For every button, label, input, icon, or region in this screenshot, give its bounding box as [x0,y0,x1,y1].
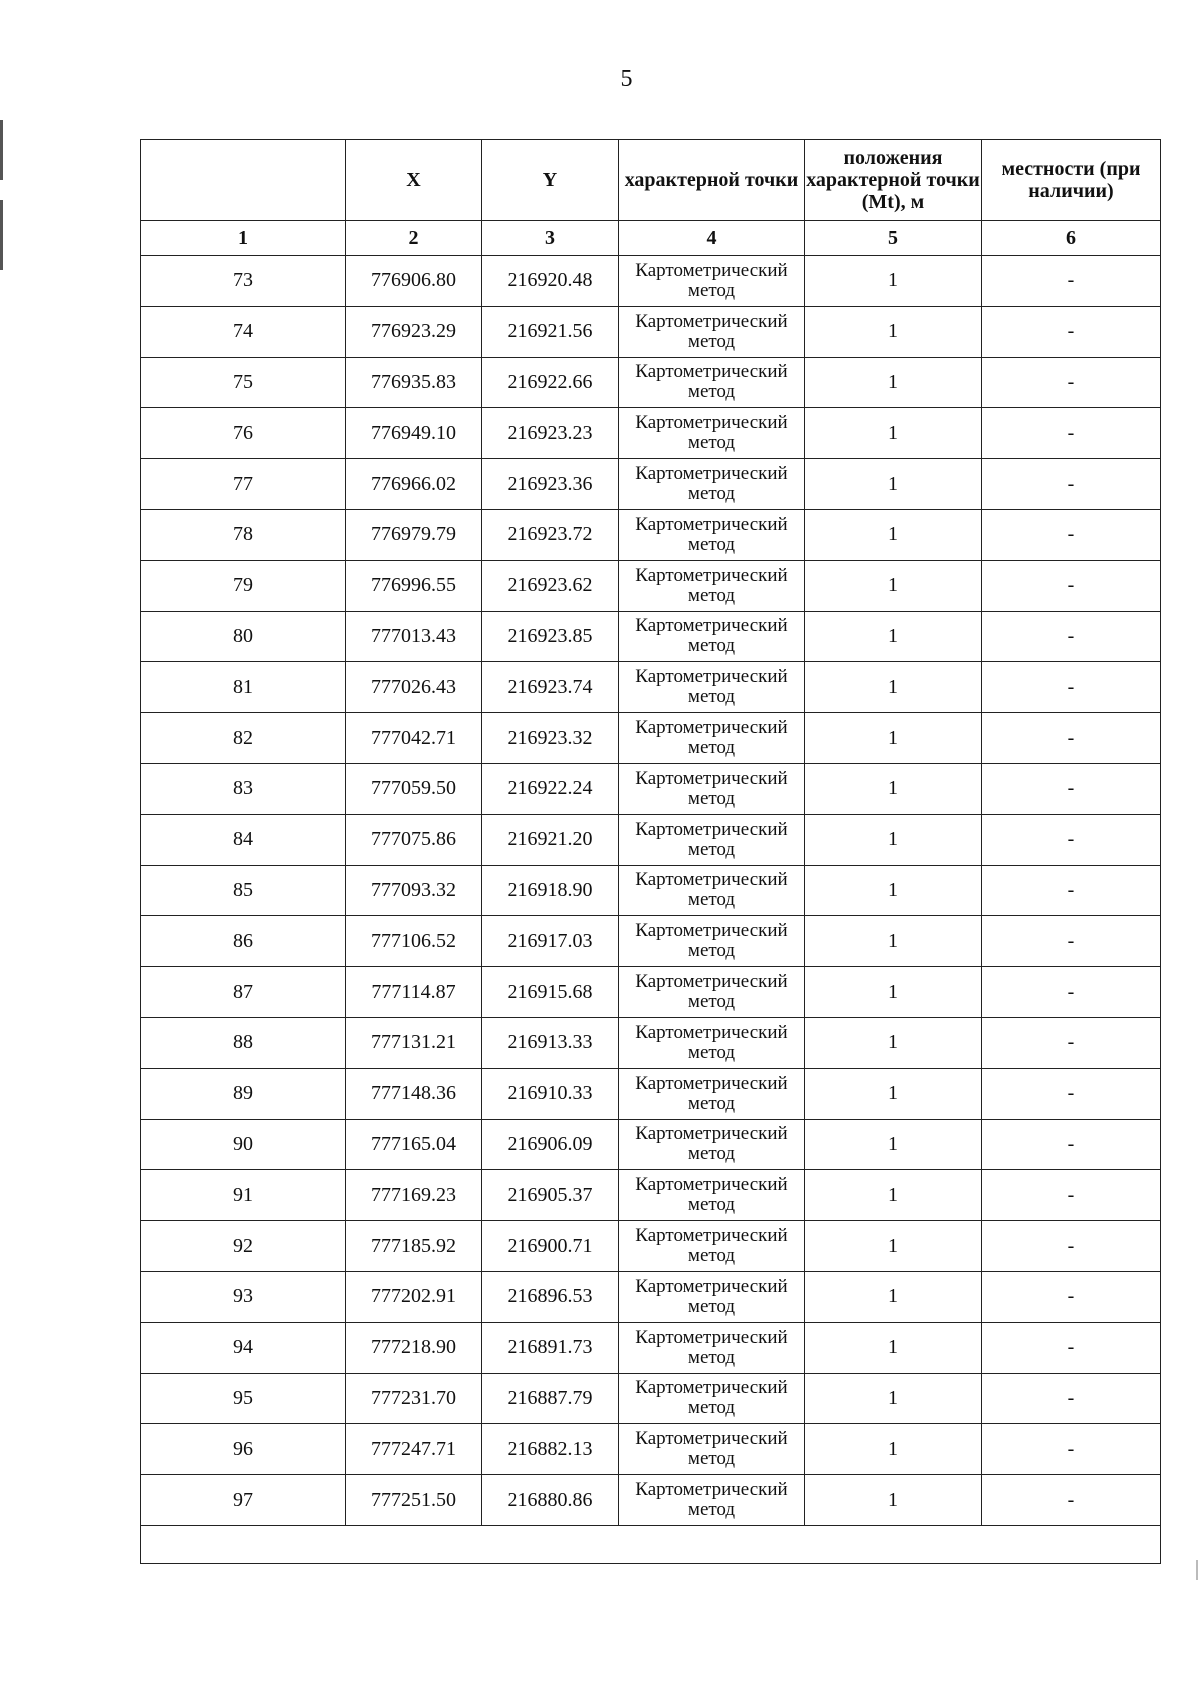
table-body [141,256,1161,1526]
cell-method: Картометрический метод [619,814,805,865]
cell-description: - [982,763,1161,814]
cell-description: - [982,1221,1161,1272]
cell-accuracy: 1 [805,1271,982,1322]
cell-description: - [982,1068,1161,1119]
cell-description: - [982,408,1161,459]
cell-accuracy: 1 [805,1068,982,1119]
cell-x: 777185.92 [346,1221,482,1272]
cell-accuracy: 1 [805,1170,982,1221]
header-y: Y [482,140,619,221]
cell-y: 216923.23 [482,408,619,459]
table-row [141,763,1161,814]
cell-accuracy: 1 [805,713,982,764]
cell-point-number: 91 [141,1170,346,1221]
cell-accuracy: 1 [805,560,982,611]
cell-accuracy: 1 [805,1017,982,1068]
header-description: местности (при наличии) [982,140,1161,221]
cell-point-number: 81 [141,662,346,713]
cell-x: 777247.71 [346,1424,482,1475]
column-number: 6 [982,221,1161,256]
table-row [141,916,1161,967]
cell-point-number: 85 [141,865,346,916]
table-row [141,662,1161,713]
cell-method: Картометрический метод [619,256,805,307]
cell-method: Картометрический метод [619,357,805,408]
cell-point-number: 96 [141,1424,346,1475]
cell-point-number: 94 [141,1322,346,1373]
cell-point-number: 73 [141,256,346,307]
cell-method: Картометрический метод [619,1424,805,1475]
cell-accuracy: 1 [805,1475,982,1526]
cell-point-number: 78 [141,509,346,560]
cell-description: - [982,459,1161,510]
cell-accuracy: 1 [805,1424,982,1475]
cell-method: Картометрический метод [619,1017,805,1068]
cell-description: - [982,1017,1161,1068]
cell-method: Картометрический метод [619,459,805,510]
cell-x: 777026.43 [346,662,482,713]
cell-method: Картометрический метод [619,713,805,764]
cell-accuracy: 1 [805,611,982,662]
cell-point-number: 89 [141,1068,346,1119]
cell-x: 777251.50 [346,1475,482,1526]
cell-method: Картометрический метод [619,662,805,713]
cell-y: 216896.53 [482,1271,619,1322]
table-row [141,306,1161,357]
cell-y: 216923.72 [482,509,619,560]
cell-description: - [982,1170,1161,1221]
cell-point-number: 97 [141,1475,346,1526]
table-row [141,865,1161,916]
column-number: 5 [805,221,982,256]
page-number: 5 [620,66,633,92]
cell-point-number: 84 [141,814,346,865]
cell-accuracy: 1 [805,1373,982,1424]
cell-accuracy: 1 [805,814,982,865]
table-row [141,1068,1161,1119]
column-number: 4 [619,221,805,256]
table-header-row [141,140,1161,221]
table-row [141,1221,1161,1272]
cell-x: 777059.50 [346,763,482,814]
cell-description: - [982,916,1161,967]
table-footer-row [141,1525,1161,1563]
cell-x: 776979.79 [346,509,482,560]
cell-description: - [982,357,1161,408]
cell-accuracy: 1 [805,408,982,459]
cell-description: - [982,1373,1161,1424]
table-row [141,1017,1161,1068]
cell-description: - [982,256,1161,307]
cell-method: Картометрический метод [619,763,805,814]
header-method: характерной точки [619,140,805,221]
cell-y: 216923.74 [482,662,619,713]
table-row [141,814,1161,865]
cell-method: Картометрический метод [619,916,805,967]
cell-method: Картометрический метод [619,1271,805,1322]
cell-accuracy: 1 [805,916,982,967]
cell-accuracy: 1 [805,865,982,916]
cell-method: Картометрический метод [619,1373,805,1424]
scan-edge-mark [0,120,3,180]
header-point-number [141,140,346,221]
table-row [141,1170,1161,1221]
table-row [141,1322,1161,1373]
cell-point-number: 77 [141,459,346,510]
cell-y: 216910.33 [482,1068,619,1119]
cell-x: 777013.43 [346,611,482,662]
table-row [141,256,1161,307]
cell-method: Картометрический метод [619,1119,805,1170]
cell-accuracy: 1 [805,1322,982,1373]
cell-method: Картометрический метод [619,560,805,611]
cell-description: - [982,560,1161,611]
cell-method: Картометрический метод [619,865,805,916]
cell-description: - [982,611,1161,662]
cell-method: Картометрический метод [619,1170,805,1221]
cell-accuracy: 1 [805,357,982,408]
cell-description: - [982,865,1161,916]
column-number: 3 [482,221,619,256]
cell-point-number: 80 [141,611,346,662]
table-row [141,1373,1161,1424]
cell-method: Картометрический метод [619,306,805,357]
cell-y: 216915.68 [482,967,619,1018]
cell-point-number: 79 [141,560,346,611]
cell-x: 776923.29 [346,306,482,357]
cell-description: - [982,967,1161,1018]
cell-accuracy: 1 [805,967,982,1018]
cell-description: - [982,1475,1161,1526]
cell-y: 216917.03 [482,916,619,967]
table-row [141,1119,1161,1170]
cell-description: - [982,1424,1161,1475]
cell-x: 777202.91 [346,1271,482,1322]
cell-x: 777169.23 [346,1170,482,1221]
cell-method: Картометрический метод [619,967,805,1018]
header-x: X [346,140,482,221]
cell-point-number: 88 [141,1017,346,1068]
cell-method: Картометрический метод [619,611,805,662]
cell-point-number: 74 [141,306,346,357]
header-accuracy: положения характерной точки (Mt), м [805,140,982,221]
table-row [141,357,1161,408]
scan-edge-mark [0,200,3,270]
cell-accuracy: 1 [805,459,982,510]
cell-description: - [982,662,1161,713]
cell-y: 216906.09 [482,1119,619,1170]
cell-x: 776966.02 [346,459,482,510]
cell-x: 776935.83 [346,357,482,408]
cell-accuracy: 1 [805,509,982,560]
cell-point-number: 92 [141,1221,346,1272]
table-row [141,1271,1161,1322]
empty-footer-cell [141,1525,1161,1563]
cell-x: 777093.32 [346,865,482,916]
cell-x: 777165.04 [346,1119,482,1170]
cell-method: Картометрический метод [619,408,805,459]
cell-y: 216921.20 [482,814,619,865]
cell-point-number: 76 [141,408,346,459]
cell-point-number: 87 [141,967,346,1018]
cell-x: 777131.21 [346,1017,482,1068]
column-number: 1 [141,221,346,256]
cell-y: 216891.73 [482,1322,619,1373]
cell-y: 216880.86 [482,1475,619,1526]
cell-x: 777075.86 [346,814,482,865]
cell-x: 777218.90 [346,1322,482,1373]
cell-accuracy: 1 [805,256,982,307]
cell-description: - [982,713,1161,764]
cell-y: 216887.79 [482,1373,619,1424]
table-row [141,459,1161,510]
cell-y: 216913.33 [482,1017,619,1068]
table-row [141,967,1161,1018]
cell-y: 216923.62 [482,560,619,611]
cell-y: 216921.56 [482,306,619,357]
column-number-row [141,221,1161,256]
table-row [141,408,1161,459]
cell-point-number: 95 [141,1373,346,1424]
cell-y: 216920.48 [482,256,619,307]
cell-x: 777148.36 [346,1068,482,1119]
cell-x: 777106.52 [346,916,482,967]
cell-description: - [982,1322,1161,1373]
coordinates-table [140,139,1161,1564]
cell-point-number: 90 [141,1119,346,1170]
table-row [141,611,1161,662]
cell-y: 216922.24 [482,763,619,814]
scan-edge-mark [1196,1560,1198,1580]
cell-method: Картометрический метод [619,1322,805,1373]
table-row [141,1424,1161,1475]
cell-point-number: 86 [141,916,346,967]
cell-y: 216923.36 [482,459,619,510]
table-row [141,509,1161,560]
table-row [141,1475,1161,1526]
cell-y: 216923.85 [482,611,619,662]
cell-method: Картометрический метод [619,1475,805,1526]
cell-y: 216905.37 [482,1170,619,1221]
cell-y: 216918.90 [482,865,619,916]
cell-accuracy: 1 [805,763,982,814]
cell-x: 777231.70 [346,1373,482,1424]
cell-y: 216923.32 [482,713,619,764]
cell-accuracy: 1 [805,1221,982,1272]
cell-method: Картометрический метод [619,509,805,560]
cell-point-number: 75 [141,357,346,408]
cell-accuracy: 1 [805,306,982,357]
cell-x: 777114.87 [346,967,482,1018]
table-row [141,713,1161,764]
cell-description: - [982,1271,1161,1322]
column-number: 2 [346,221,482,256]
cell-method: Картометрический метод [619,1221,805,1272]
cell-accuracy: 1 [805,1119,982,1170]
cell-point-number: 83 [141,763,346,814]
cell-method: Картометрический метод [619,1068,805,1119]
cell-point-number: 93 [141,1271,346,1322]
cell-description: - [982,306,1161,357]
cell-x: 776906.80 [346,256,482,307]
cell-description: - [982,814,1161,865]
cell-y: 216900.71 [482,1221,619,1272]
cell-accuracy: 1 [805,662,982,713]
cell-point-number: 82 [141,713,346,764]
cell-y: 216882.13 [482,1424,619,1475]
cell-x: 777042.71 [346,713,482,764]
table-row [141,560,1161,611]
cell-x: 776949.10 [346,408,482,459]
cell-description: - [982,509,1161,560]
cell-description: - [982,1119,1161,1170]
cell-x: 776996.55 [346,560,482,611]
cell-y: 216922.66 [482,357,619,408]
